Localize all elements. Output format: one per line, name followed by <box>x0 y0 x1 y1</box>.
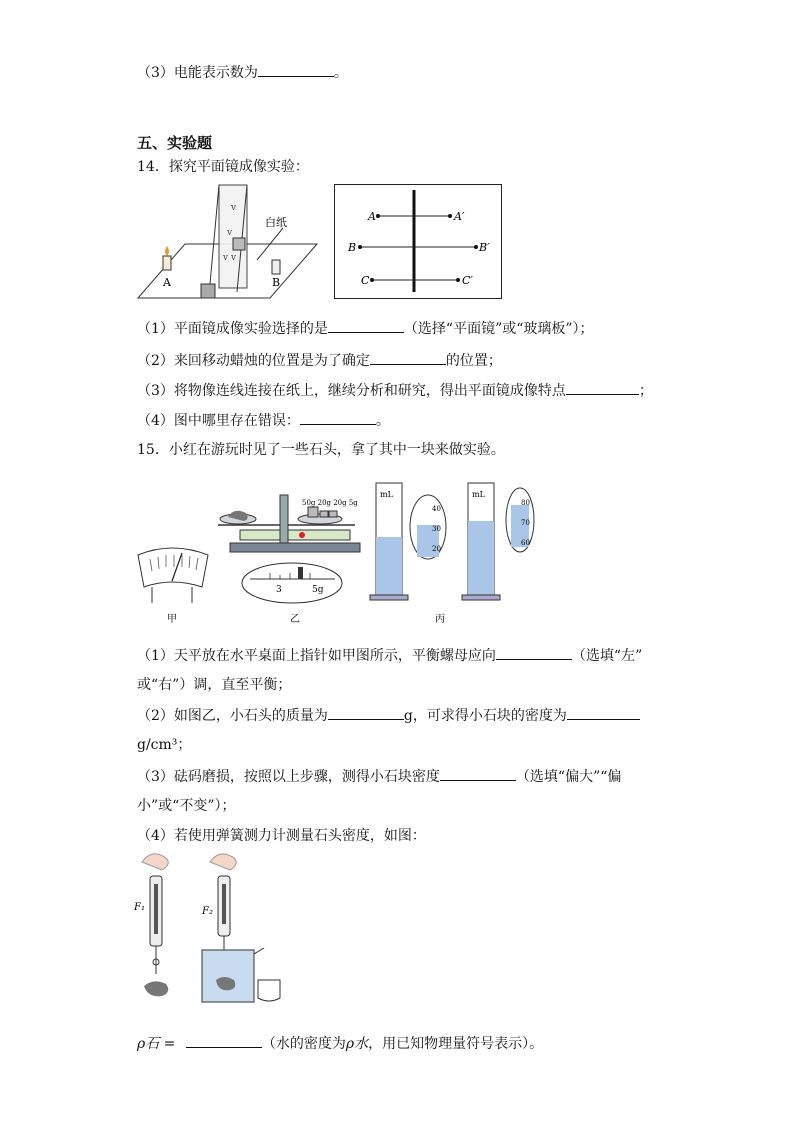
rho-water: ρ水 <box>345 1036 369 1052</box>
zoom2-tick-80: 80 <box>521 499 530 507</box>
q15-answer-line <box>137 1033 543 1054</box>
section-heading: 五、实验题 <box>137 134 213 152</box>
scale-3: 3 <box>276 585 282 595</box>
paper-label: 白纸 <box>265 216 287 229</box>
scale-5g: 5g <box>312 585 324 595</box>
q3-lead-text: （3）电能表示数为 <box>137 65 258 81</box>
q14-stem: 14．探究平面镜成像实验： <box>137 159 309 175</box>
point-a-prime: A′ <box>454 210 465 223</box>
q14-p4-tail: 。 <box>375 413 390 429</box>
candle-a-label: A <box>163 276 171 289</box>
q14-p3-lead: （3）将物像连线连接在纸上，继续分析和研究，得出平面镜成像特点 <box>137 383 566 399</box>
svg-text:v: v <box>227 228 233 238</box>
q14-part2 <box>137 350 502 371</box>
answer-blank[interactable] <box>300 410 376 425</box>
q15-part2 <box>137 705 640 726</box>
cyl2-unit: mL <box>472 490 485 499</box>
spring-scale-figure <box>130 850 290 1010</box>
caption-yi: 乙 <box>290 614 300 625</box>
zoom2-tick-60: 60 <box>521 539 530 547</box>
weights-label: 50g 20g 20g 5g <box>302 499 358 507</box>
q14-p1-lead: （1）平面镜成像实验选择的是 <box>137 321 328 337</box>
point-c: C <box>361 274 370 287</box>
answer-blank[interactable] <box>496 645 572 660</box>
answer-tail-a: （水的密度为 <box>261 1036 346 1052</box>
f2-label: F₂ <box>202 906 213 917</box>
q14-p2-lead: （2）来回移动蜡烛的位置是为了确定 <box>137 353 370 369</box>
q3-end-text: 。 <box>333 65 348 81</box>
answer-blank[interactable] <box>328 705 404 720</box>
q15-part3-line2: 小”或“不变”）； <box>137 798 236 814</box>
q15-stem: 15．小红在游玩时见了一些石头，拿了其中一块来做实验。 <box>137 442 505 458</box>
q15-p1-lead: （1）天平放在水平桌面上指针如甲图所示，平衡螺母应向 <box>137 648 496 664</box>
rho-stone-lhs: ρ石 = <box>137 1036 176 1052</box>
q15-part1-line2: 或“右”）调，直至平衡； <box>137 677 292 693</box>
q15-part3 <box>137 766 621 787</box>
q15-p3-tail: （选填“偏大”“偏 <box>515 769 622 785</box>
balance-cylinder-figure <box>130 475 535 630</box>
answer-blank[interactable] <box>566 380 639 395</box>
answer-blank[interactable] <box>328 318 404 333</box>
q15-p2-lead: （2）如图乙，小石头的质量为 <box>137 708 328 724</box>
zoom2-tick-70: 70 <box>521 519 530 527</box>
point-b: B <box>348 241 357 254</box>
q14-p4-lead: （4）图中哪里存在错误： <box>137 413 300 429</box>
answer-blank[interactable] <box>440 766 516 781</box>
cyl1-unit: mL <box>380 490 393 499</box>
answer-blank[interactable] <box>370 350 446 365</box>
answer-tail-b: ，用已知物理量符号表示）。 <box>368 1036 544 1052</box>
q15-p2-mid: g，可求得小石块的密度为 <box>403 708 567 724</box>
q15-part2-line2: g/cm³； <box>137 737 192 753</box>
mirror-setup-figure <box>135 180 320 305</box>
q14-p2-tail: 的位置； <box>445 353 502 369</box>
zoom1-tick-30: 30 <box>432 525 441 533</box>
image-points-figure <box>334 184 502 299</box>
q14-part4 <box>137 410 390 431</box>
candle-b-label: B <box>272 276 281 289</box>
zoom1-tick-40: 40 <box>432 505 441 513</box>
point-c-prime: C′ <box>462 274 473 287</box>
svg-text:v v: v v <box>223 253 237 263</box>
q14-p3-tail: ； <box>638 383 653 399</box>
zoom1-tick-20: 20 <box>432 545 441 553</box>
q14-p1-tail: （选择“平面镜”或“玻璃板”）； <box>403 321 594 337</box>
q15-p1-tail: （选填“左” <box>571 648 643 664</box>
answer-blank[interactable] <box>186 1033 262 1048</box>
q15-p3-lead: （3）砝码磨损，按照以上步骤，测得小石块密度 <box>137 769 440 785</box>
q3-top-line <box>137 62 348 83</box>
f1-label: F₁ <box>134 902 145 913</box>
q14-part3 <box>137 380 653 401</box>
q14-part1 <box>137 318 594 339</box>
q15-part4: （4）若使用弹簧测力计测量石头密度，如图： <box>137 828 426 844</box>
svg-text:v: v <box>231 203 237 213</box>
answer-blank[interactable] <box>258 62 334 77</box>
caption-jia: 甲 <box>167 614 177 625</box>
point-b-prime: B′ <box>479 241 490 254</box>
caption-bing: 丙 <box>435 614 445 625</box>
answer-blank[interactable] <box>567 705 640 720</box>
point-a: A <box>368 210 376 223</box>
q15-part1 <box>137 645 642 666</box>
